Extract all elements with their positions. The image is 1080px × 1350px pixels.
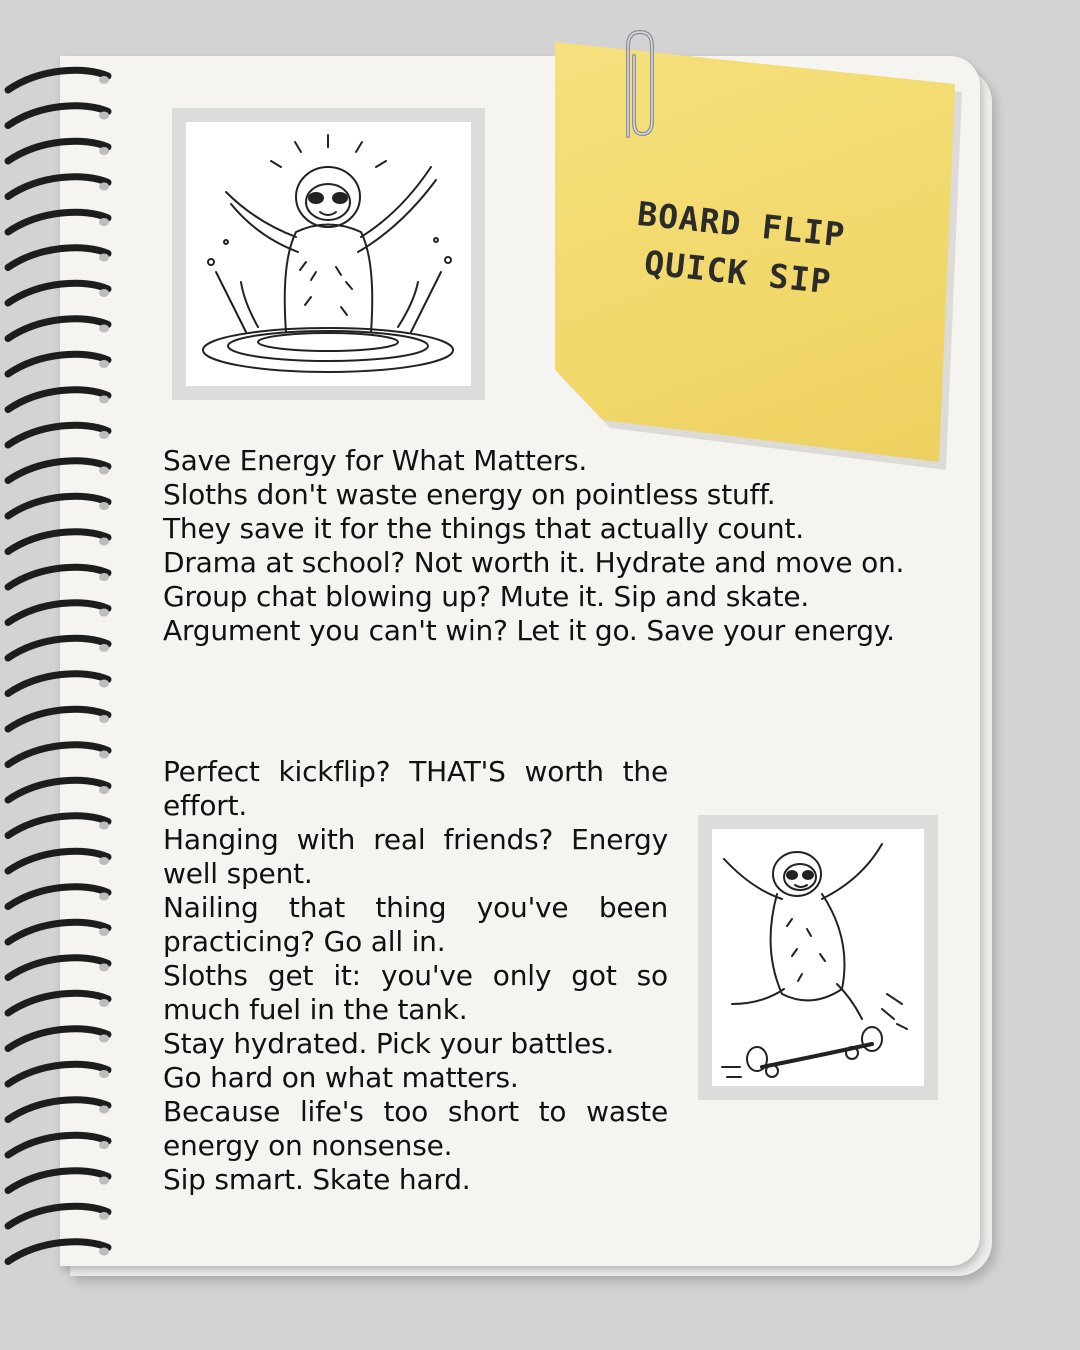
secondary-text-line: Nailing that thing you've been practicing? Go all in. bbox=[163, 891, 668, 958]
spiral-ring bbox=[8, 496, 108, 516]
spiral-ring bbox=[8, 248, 108, 268]
spiral-ring bbox=[8, 851, 108, 871]
spiral-ring bbox=[8, 461, 108, 481]
binding-hole bbox=[99, 289, 109, 297]
spiral-ring bbox=[8, 709, 108, 729]
binding-hole bbox=[99, 396, 109, 404]
secondary-text-block bbox=[163, 755, 668, 1197]
spiral-ring bbox=[8, 638, 108, 658]
binding-hole bbox=[99, 1177, 109, 1185]
binding-hole bbox=[99, 573, 109, 581]
spiral-ring bbox=[8, 603, 108, 623]
spiral-ring bbox=[8, 1135, 108, 1155]
binding-hole bbox=[99, 76, 109, 84]
secondary-text-line: Stay hydrated. Pick your battles. bbox=[163, 1027, 615, 1060]
spiral-ring bbox=[8, 887, 108, 907]
spiral-ring bbox=[8, 922, 108, 942]
spiral-ring bbox=[8, 354, 108, 374]
binding-hole bbox=[99, 325, 109, 333]
binding-hole bbox=[99, 112, 109, 120]
paperclip-icon bbox=[610, 26, 660, 146]
sloth-skateboard-illustration bbox=[712, 829, 924, 1086]
spiral-ring bbox=[8, 816, 108, 836]
binding-hole bbox=[99, 502, 109, 510]
sticky-note-line-1: BOARD FLIP bbox=[635, 193, 848, 255]
binding-hole bbox=[99, 999, 109, 1007]
binding-hole bbox=[99, 254, 109, 262]
main-text-line: Argument you can't win? Let it go. Save your energy. bbox=[163, 614, 895, 647]
binding-hole bbox=[99, 822, 109, 830]
binding-hole bbox=[99, 644, 109, 652]
sticky-note-line-2: QUICK SIP bbox=[642, 242, 834, 302]
binding-hole bbox=[99, 928, 109, 936]
spiral-ring bbox=[8, 319, 108, 339]
spiral-ring bbox=[8, 958, 108, 978]
spiral-ring bbox=[8, 532, 108, 552]
binding-hole bbox=[99, 893, 109, 901]
binding-hole bbox=[99, 1212, 109, 1220]
spiral-ring bbox=[8, 390, 108, 410]
binding-hole bbox=[99, 183, 109, 191]
sloth-splash-illustration bbox=[186, 122, 471, 386]
secondary-text-line: Perfect kickflip? THAT'S worth the effort. bbox=[163, 755, 668, 822]
spiral-ring bbox=[8, 141, 108, 161]
secondary-text-line: Sloths get it: you've only got so much fuel in the tank. bbox=[163, 959, 668, 1026]
binding-hole bbox=[99, 431, 109, 439]
main-text-line: They save it for the things that actually count. bbox=[163, 512, 804, 545]
binding-hole bbox=[99, 1141, 109, 1149]
spiral-ring bbox=[8, 674, 108, 694]
secondary-text-line: Go hard on what matters. bbox=[163, 1061, 519, 1094]
spiral-ring bbox=[8, 1064, 108, 1084]
binding-hole bbox=[99, 751, 109, 759]
main-text-line: Save Energy for What Matters. bbox=[163, 444, 588, 477]
spiral-ring bbox=[8, 1029, 108, 1049]
spiral-ring bbox=[8, 1171, 108, 1191]
binding-hole bbox=[99, 964, 109, 972]
binding-hole bbox=[99, 538, 109, 546]
secondary-text-line: Hanging with real friends? Energy well spent. bbox=[163, 823, 668, 890]
spiral-ring bbox=[8, 212, 108, 232]
spiral-ring bbox=[8, 993, 108, 1013]
sloth-splash-image-frame bbox=[172, 108, 485, 400]
secondary-text-line: Sip smart. Skate hard. bbox=[163, 1163, 471, 1196]
binding-hole bbox=[99, 147, 109, 155]
spiral-ring bbox=[8, 745, 108, 765]
binding-hole bbox=[99, 715, 109, 723]
spiral-ring bbox=[8, 283, 108, 303]
spiral-ring bbox=[8, 1100, 108, 1120]
main-text-block bbox=[163, 444, 928, 648]
spiral-ring bbox=[8, 106, 108, 126]
spiral-ring bbox=[8, 1206, 108, 1226]
binding-hole bbox=[99, 1248, 109, 1256]
binding-hole bbox=[99, 786, 109, 794]
binding-hole bbox=[99, 857, 109, 865]
binding-hole bbox=[99, 360, 109, 368]
spiral-ring bbox=[8, 425, 108, 445]
binding-hole bbox=[99, 1035, 109, 1043]
spiral-ring bbox=[8, 177, 108, 197]
binding-hole bbox=[99, 218, 109, 226]
binding-hole bbox=[99, 609, 109, 617]
secondary-text-line: Because life's too short to waste energy on nonsense. bbox=[163, 1095, 668, 1162]
spiral-ring bbox=[8, 567, 108, 587]
main-text-line: Drama at school? Not worth it. Hydrate and move on. bbox=[163, 546, 905, 579]
spiral-ring bbox=[8, 1242, 108, 1262]
main-text-line: Sloths don't waste energy on pointless stuff. bbox=[163, 478, 776, 511]
spiral-binding bbox=[0, 60, 130, 1280]
sloth-skateboard-image-frame bbox=[698, 815, 938, 1100]
spiral-ring bbox=[8, 780, 108, 800]
binding-hole bbox=[99, 467, 109, 475]
binding-hole bbox=[99, 680, 109, 688]
main-text-line: Group chat blowing up? Mute it. Sip and skate. bbox=[163, 580, 810, 613]
binding-hole bbox=[99, 1106, 109, 1114]
binding-hole bbox=[99, 1070, 109, 1078]
spiral-ring bbox=[8, 70, 108, 90]
